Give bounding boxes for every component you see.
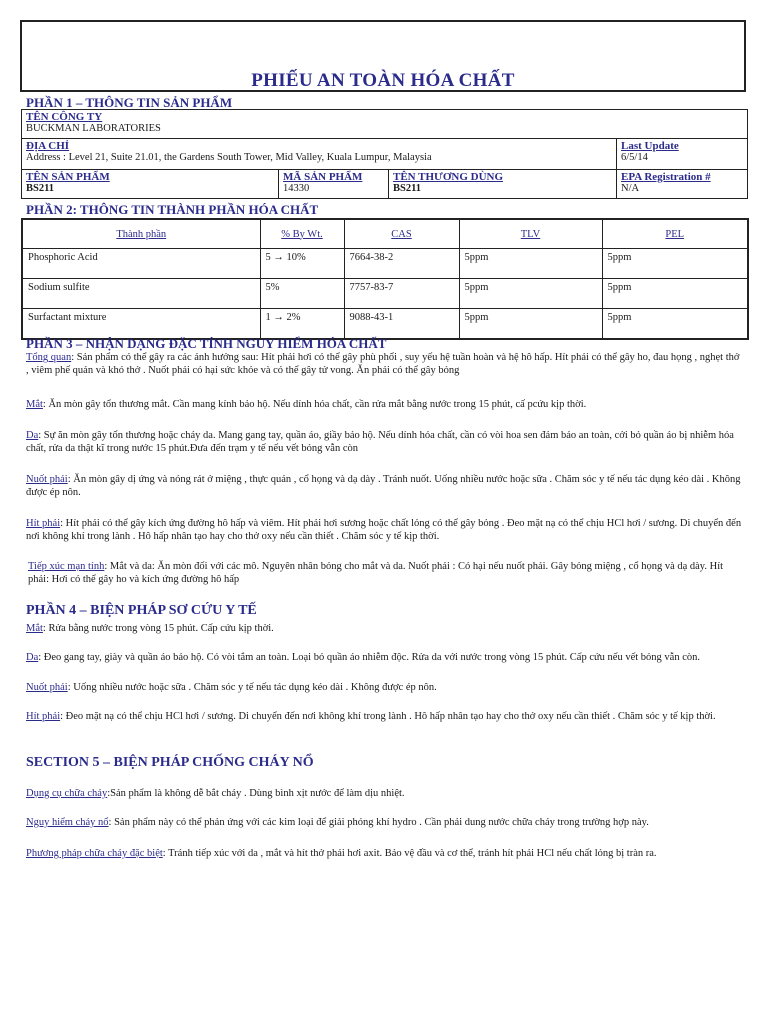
table-cell: Surfactant mixture (22, 309, 260, 340)
firstaid-ingestion (26, 681, 742, 694)
code-cell (279, 170, 389, 199)
table-cell: 9088-43-1 (344, 309, 459, 340)
section-2-heading: PHẦN 2: THÔNG TIN THÀNH PHẦN HÓA CHẤT (26, 202, 319, 217)
table-cell: 5 → 10% (260, 249, 344, 279)
firstaid-skin (26, 651, 742, 664)
item-label: Nuốt phải (26, 474, 68, 485)
composition-header-row (22, 219, 748, 249)
table-row (22, 249, 748, 279)
item-label: Tiếp xúc mạn tính (28, 561, 105, 572)
trade-label: TÊN THƯƠNG DÙNG (393, 171, 504, 183)
fire-hazard (26, 816, 742, 829)
epa-cell (617, 170, 748, 199)
table-cell: 1 → 2% (260, 309, 344, 340)
table-cell: 5ppm (602, 309, 748, 340)
company-label: TÊN CÔNG TY (26, 111, 103, 123)
table-cell: 7664-38-2 (344, 249, 459, 279)
company-name: BUCKMAN LABORATORIES (26, 123, 161, 134)
table-cell: 5ppm (602, 249, 748, 279)
address-cell (22, 139, 617, 170)
item-text: : Mắt và da: Ăn mòn đối với các mô. Nguyên nhân bỏng cho mắt và da. Nuốt phải : Có hại nếu nuốt phải. Gây bỏng miệng , cổ họng và dạ dày. Hít phải: Hơi có thể gây ho và kích ứng đường hô hấp (28, 561, 724, 585)
epa-value: N/A (621, 183, 640, 194)
item-label: Hít phải (26, 518, 61, 529)
firstaid-inhalation (26, 710, 742, 723)
table-cell: 5ppm (459, 279, 602, 309)
item-text: : Sản phẩm này có thể phản ứng với các kim loại để giải phóng khí hydro . Cần phải dung nước chữa cháy trong trường hợp này. (108, 817, 649, 828)
table-row (22, 279, 748, 309)
hazard-ingestion (26, 473, 742, 499)
item-label: Tổng quan (26, 352, 72, 363)
section-4-heading: PHẦN 4 – BIỆN PHÁP SƠ CỨU Y TẾ (26, 603, 257, 618)
hazard-eyes (26, 398, 742, 411)
col-header: CAS (344, 219, 459, 249)
company-cell (22, 110, 748, 139)
item-text: : Đeo gang tay, giày và quần áo bảo hộ. Có vòi tắm an toàn. Loại bỏ quần áo nhiễm độc. Rửa da với nước trong vòng 15 phút. Cấp cứu nếu vết bỏng vẫn còn. (38, 652, 700, 663)
col-header: Thành phần (22, 219, 260, 249)
item-label: Phương pháp chữa cháy đặc biệt (26, 848, 163, 859)
hazard-chronic (28, 560, 742, 586)
code-value: 14330 (283, 183, 310, 194)
col-header: TLV (459, 219, 602, 249)
col-header: PEL (602, 219, 748, 249)
item-label: Da (26, 652, 39, 663)
item-text: : Tránh tiếp xúc với da , mắt và hít thở phải hơi axit. Bảo vệ đầu và cơ thể, tránh hít phải HCl nếu chất lỏng bị tràn ra. (162, 848, 657, 859)
item-text: :Sản phẩm là không dễ bắt cháy . Dùng bình xịt nước để làm dịu nhiệt. (107, 788, 405, 799)
table-cell: Phosphoric Acid (22, 249, 260, 279)
item-label: Da (26, 430, 39, 441)
fire-equipment (26, 787, 742, 800)
col-header: % By Wt. (260, 219, 344, 249)
item-label: Mắt (26, 623, 43, 634)
update-cell (617, 139, 748, 170)
fire-special-method (26, 847, 742, 860)
item-text: : Đeo mặt nạ có thể chịu HCl hơi / sương. Di chuyển đến nơi không khí trong lành . Hô hấp nhân tạo hay cho thở oxy nếu cần thiết . Chăm sóc y tế kịp thời. (60, 711, 716, 722)
document-title: PHIẾU AN TOÀN HÓA CHẤT (251, 70, 515, 91)
address-value: Address : Level 21, Suite 21.01, the Gardens South Tower, Mid Valley, Kuala Lumpur, Malaysia (26, 152, 432, 163)
update-value: 6/5/14 (621, 152, 648, 163)
hazard-skin (26, 429, 742, 455)
product-label: TÊN SẢN PHẨM (26, 171, 110, 183)
trade-cell (389, 170, 617, 199)
table-cell: Sodium sulfite (22, 279, 260, 309)
firstaid-eyes (26, 622, 742, 635)
title-box (20, 20, 746, 92)
product-value: BS211 (26, 183, 55, 194)
item-label: Hít phải (26, 711, 61, 722)
table-row (22, 309, 748, 340)
epa-label: EPA Registration # (621, 171, 711, 183)
item-label: Dụng cụ chữa cháy (26, 788, 108, 799)
item-text: : Rửa bằng nước trong vòng 15 phút. Cấp cứu kịp thời. (42, 623, 274, 634)
item-label: Nuốt phải (26, 682, 68, 693)
section-5-heading: SECTION 5 – BIỆN PHÁP CHỐNG CHÁY NỔ (26, 755, 314, 770)
item-text: : Uống nhiều nước hoặc sữa . Chăm sóc y tế nếu tác dụng kéo dài . Không được ép nôn. (67, 682, 437, 693)
code-label: MÃ SẢN PHẨM (283, 171, 363, 183)
table-cell: 5ppm (459, 249, 602, 279)
update-label: Last Update (621, 140, 679, 152)
product-info-table (21, 109, 748, 199)
table-cell: 5ppm (459, 309, 602, 340)
item-label: Nguy hiểm cháy nổ (26, 817, 109, 828)
table-cell: 7757-83-7 (344, 279, 459, 309)
address-label: ĐỊA CHỈ (26, 140, 70, 152)
item-text: : Sản phẩm có thể gây ra các ảnh hưởng sau: Hít phải hơi có thể gây phù phổi , suy yếu hệ tuần hoàn và hệ hô hấp. Hít phải có thể gây ho, đau họng , nghẹt thở , viêm phế quản và khó thở . Nuốt phải có hại sức khỏe và có thể gây tử vong. Ăn phải có thể gây bỏng (26, 352, 740, 376)
trade-value: BS211 (393, 183, 422, 194)
item-text: : Ăn mòn gây tổn thương mắt. Cần mang kính bảo hộ. Nếu dính hóa chất, cần rửa mắt bằng nước trong 15 phút, cấ pcứu kịp thời. (42, 399, 587, 410)
table-cell: 5ppm (602, 279, 748, 309)
composition-table (21, 218, 749, 340)
item-text: : Sự ăn mòn gây tổn thương hoặc cháy da. Mang gang tay, quần áo, giầy bảo hộ. Nếu dính hóa chất, cần có vòi hoa sen đảm bảo an toàn, cởi bỏ quần áo bị nhiễm hóa chất, rửa da thật kĩ trong nước 15 phút.Đưa đến trạm y tế nếu vết bỏng vẫn còn (26, 430, 734, 454)
section-1-heading: PHẦN 1 – THÔNG TIN SẢN PHẨM (26, 95, 233, 110)
section-3-heading: PHẦN 3 – NHẬN DẠNG ĐẶC TÍNH NGUY HIỂM HÓA CHẤT (26, 336, 387, 351)
table-cell: 5% (260, 279, 344, 309)
hazard-inhalation (26, 517, 742, 543)
item-text: : Hít phải có thể gây kích ứng đường hô hấp và viêm. Hít phải hơi sương hoặc chất lỏng có thể gây bỏng . Đeo mặt nạ có thể chịu HCl hơi / sương. Di chuyển đến nơi không khí trong lành . Hô hấp nhân tạo hay cho thở oxy nếu cần thiết . Chăm sóc y tế kịp thời. (26, 518, 742, 542)
item-label: Mắt (26, 399, 43, 410)
item-text: : Ăn mòn gây dị ứng và nóng rát ở miệng , thực quản , cổ họng và dạ dày . Tránh nuốt. Uống nhiều nước hoặc sữa . Chăm sóc y tế nếu tác dụng kéo dài . Không được ép nôn. (26, 474, 741, 498)
hazard-overview (26, 351, 742, 377)
product-cell (22, 170, 279, 199)
